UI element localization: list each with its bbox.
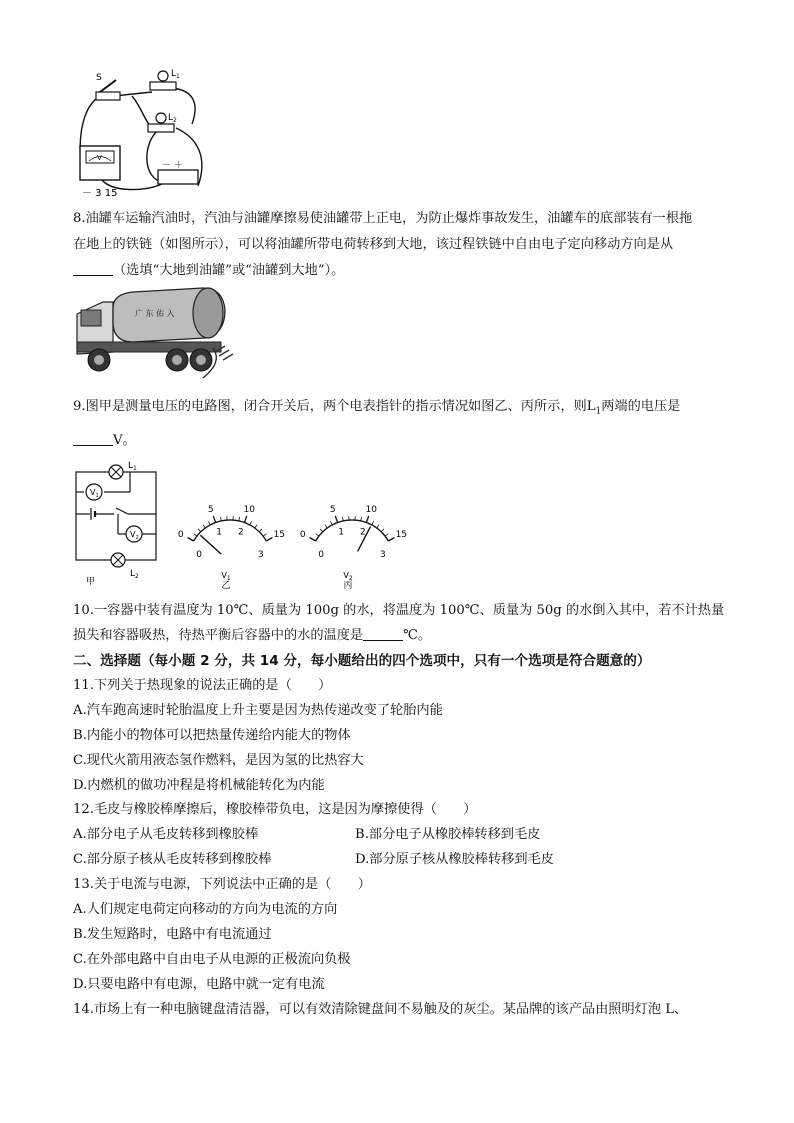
meter-bottom-label: 0 xyxy=(318,550,324,560)
meter-top-label: 0 xyxy=(177,530,184,540)
tanker-truck-figure xyxy=(73,282,237,386)
section2-title: 二、选择题（每小题 2 分，共 14 分，每小题给出的四个选项中，只有一个选项是符合题意的） xyxy=(73,653,651,669)
meter-tick xyxy=(239,517,240,521)
meter-tick xyxy=(385,534,388,536)
meter-tick xyxy=(263,534,266,536)
q12-option-b[interactable]: B.部分电子从橡胶棒转移到毛皮 xyxy=(355,827,541,842)
meter-yi-figure xyxy=(174,484,286,592)
meter-tick xyxy=(203,525,205,528)
meter-tick xyxy=(198,529,201,532)
switch-icon xyxy=(96,80,120,100)
meter-tick xyxy=(244,516,246,523)
l2-label: $L_2$ xyxy=(168,113,177,124)
q13-option-b[interactable]: B.发生短路时，电路中有电流通过 xyxy=(73,927,272,942)
q12-option-c[interactable]: C.部分原子核从毛皮转移到橡胶棒 xyxy=(73,852,272,867)
meter-top-label: 0 xyxy=(299,530,306,540)
battery-signs: － ＋ xyxy=(162,161,183,171)
bulb-l2-icon xyxy=(111,553,125,567)
q12-option-a[interactable]: A.部分电子从毛皮转移到橡胶棒 xyxy=(73,827,259,842)
meter-needle xyxy=(200,535,221,554)
meter-tick xyxy=(220,517,221,521)
q8-line1: 8.油罐车运输汽油时，汽油与油罐摩擦易使油罐带上正电，为防止爆炸事故发生，油罐车的底部装有一根拖 xyxy=(73,211,693,226)
meter-scale-arc xyxy=(316,520,389,541)
q9-line2: V。 xyxy=(73,432,136,450)
meter-top-label: 5 xyxy=(207,504,214,515)
meter-top-label: 10 xyxy=(365,504,377,515)
meter-tick xyxy=(388,538,394,542)
meter-top-label: 15 xyxy=(395,530,408,540)
q9-answer-blank[interactable] xyxy=(73,432,113,446)
q12-stem: 12.毛皮与橡胶棒摩擦后，橡胶棒带负电，这是因为摩擦使得（ ） xyxy=(73,802,477,817)
circuit-figure xyxy=(72,68,222,200)
meter-tick xyxy=(250,521,252,525)
meter-caption: 丙 xyxy=(343,581,353,591)
meter-tick xyxy=(366,516,368,523)
meter-tick xyxy=(316,534,319,536)
meter-tick xyxy=(259,529,262,532)
q11-option-d[interactable]: D.内燃机的做功冲程是将机械能转化为内能 xyxy=(73,778,325,793)
q10-answer-blank[interactable] xyxy=(363,627,403,641)
meter-terminals: － 3 15 xyxy=(82,188,118,199)
meter-bottom-label: 3 xyxy=(380,550,386,560)
jia-caption: 甲 xyxy=(86,577,96,587)
meter-top-label: 15 xyxy=(273,530,286,540)
q11-option-a[interactable]: A.汽车跑高速时轮胎温度上升主要是因为热传递改变了轮胎内能 xyxy=(73,703,443,718)
q13-stem: 13.关于电流与电源，下列说法中正确的是（ ） xyxy=(73,877,371,892)
meter-name: $V_2$ xyxy=(343,571,353,582)
meter-tick xyxy=(372,521,374,525)
q13-option-c[interactable]: C.在外部电路中自由电子从电源的正极流向负极 xyxy=(73,952,351,967)
meter-tick xyxy=(266,538,272,542)
q11-option-b[interactable]: B.内能小的物体可以把热量传递给内能大的物体 xyxy=(73,728,351,743)
meter-tick xyxy=(188,538,194,542)
meter-tick xyxy=(320,529,323,532)
q9-line1: 9.图甲是测量电压的电路图，闭合开关后，两个电表指针的指示情况如图乙、丙所示，则$L_1$两端的电压是 xyxy=(73,399,681,417)
meter-name: $V_1$ xyxy=(221,571,231,582)
l1-label: $L_1$ xyxy=(171,69,180,80)
meter-top-label: 5 xyxy=(329,504,336,515)
switch-label: S xyxy=(96,73,102,83)
meter-tick xyxy=(208,521,210,525)
truck-icon xyxy=(77,288,233,378)
q8-answer-blank[interactable] xyxy=(73,262,113,276)
q10-line2: 损失和容器吸热，待热平衡后容器中的水的温度是 ℃。 xyxy=(73,628,432,643)
q8-line2: 在地上的铁链（如图所示），可以将油罐所带电荷转移到大地，该过程铁链中自由电子定向移动方向是从 xyxy=(73,237,674,252)
meter-tick xyxy=(310,538,316,542)
meter-tick xyxy=(255,525,257,528)
meter-bottom-label: 2 xyxy=(238,527,244,538)
q13-option-a[interactable]: A.人们规定电荷定向移动的方向为电流的方向 xyxy=(73,902,338,917)
meter-symbol: V xyxy=(97,154,102,162)
q11-option-c[interactable]: C.现代火箭用液态氢作燃料，是因为氢的比热容大 xyxy=(73,753,364,768)
battery-icon xyxy=(158,170,198,184)
meter-tick xyxy=(335,516,337,523)
meter-bing-figure xyxy=(296,484,408,592)
q10-line1: 10.一容器中装有温度为 10℃、质量为 100g 的水，将温度为 100℃、质量为 50g 的水倒入其中，若不计热量 xyxy=(73,603,725,618)
meter-tick xyxy=(213,516,215,523)
meter-tick xyxy=(381,529,384,532)
meter-bottom-label: 1 xyxy=(216,527,222,538)
meter-tick xyxy=(377,525,379,528)
voltmeter-icon xyxy=(80,146,120,180)
jia-v2-label: $V_2$ xyxy=(130,530,139,541)
jia-l1-label: $L_1$ xyxy=(128,461,137,472)
circuit-jia-figure xyxy=(70,458,164,592)
meter-scale-arc xyxy=(194,520,267,541)
meter-caption: 乙 xyxy=(221,581,231,591)
q13-option-d[interactable]: D.只要电路中有电源，电路中就一定有电流 xyxy=(73,977,325,992)
meter-tick xyxy=(361,517,362,521)
q12-option-d[interactable]: D.部分原子核从橡胶棒转移到毛皮 xyxy=(355,852,554,867)
q8-line3: （选填“大地到油罐”或“油罐到大地”）。 xyxy=(73,262,344,280)
jia-v1-label: $V_1$ xyxy=(90,488,99,499)
meter-bottom-label: 0 xyxy=(196,550,202,560)
meter-tick xyxy=(325,525,327,528)
truck-text: 广 东 佑 入 xyxy=(135,309,175,318)
meter-tick xyxy=(194,534,197,536)
meter-bottom-label: 1 xyxy=(338,527,344,538)
q11-stem: 11.下列关于热现象的说法正确的是（ ） xyxy=(73,678,332,693)
jia-l2-label: $L_2$ xyxy=(130,569,139,580)
meter-bottom-label: 2 xyxy=(360,527,366,538)
q14-line1: 14.市场上有一种电脑键盘清洁器，可以有效清除键盘间不易触及的灰尘。某品牌的该产品由照明灯泡 L、 xyxy=(73,1002,688,1017)
meter-tick xyxy=(342,517,343,521)
meter-tick xyxy=(330,521,332,525)
bulb-l1-icon xyxy=(109,465,123,479)
meter-top-label: 10 xyxy=(243,504,255,515)
meter-bottom-label: 3 xyxy=(258,550,264,560)
